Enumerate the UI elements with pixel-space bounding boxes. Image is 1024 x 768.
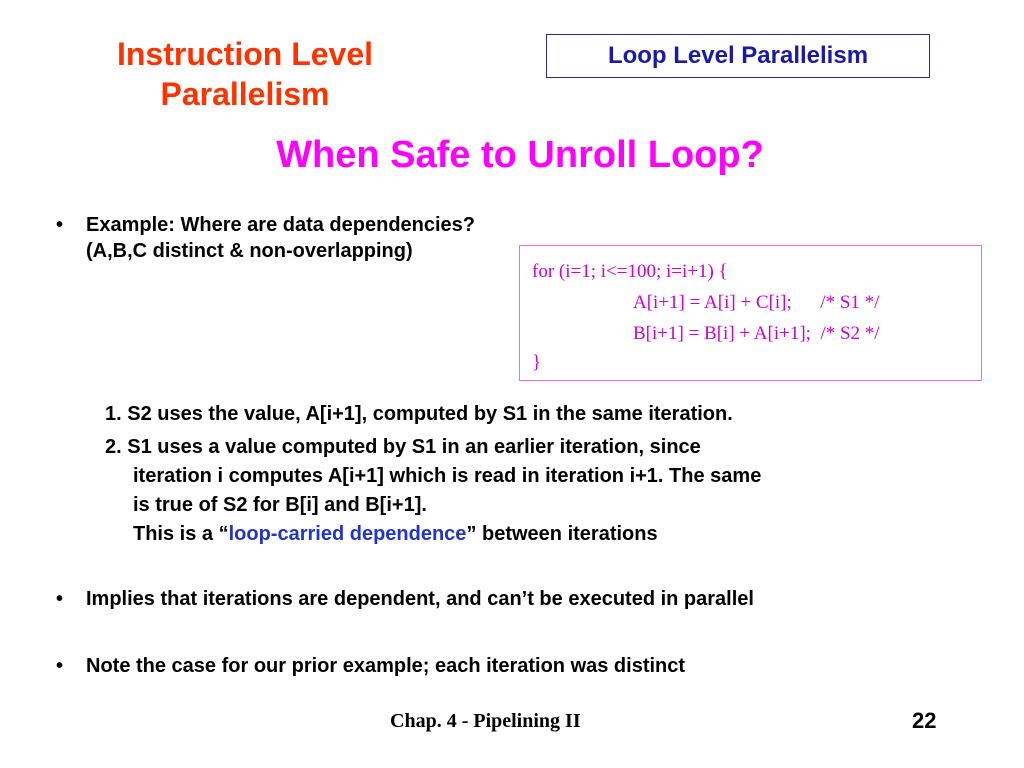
section-tag-label: Loop Level Parallelism <box>607 42 869 69</box>
point-2-line4-pre: This is a “ <box>133 523 229 545</box>
bullet-implies-text: Implies that iterations are dependent, and can’t be executed in parallel <box>86 588 754 610</box>
dependency-point-2 <box>105 433 761 549</box>
page-number: 22 <box>912 708 937 733</box>
section-topic-line2: Parallelism <box>160 76 330 112</box>
section-topic <box>80 34 410 114</box>
code-line-2: A[i+1] = A[i] + C[i]; /* S1 */ <box>633 292 880 313</box>
slide-title: When Safe to Unroll Loop? <box>276 134 764 176</box>
section-tag-box <box>546 34 930 78</box>
section-topic-line1: Instruction Level <box>116 36 374 72</box>
footer-chapter: Chap. 4 - Pipelining II <box>390 710 581 732</box>
bullet-note-text: Note the case for our prior example; each iteration was distinct <box>86 655 686 677</box>
code-line-4: } <box>532 352 542 373</box>
point-2-line1: 2. S1 uses a value computed by S1 in an earlier iteration, since <box>105 436 701 458</box>
bullet-example-line2: (A,B,C distinct & non-overlapping) <box>86 240 413 262</box>
bullet-example-line1: Example: Where are data dependencies? <box>86 214 476 236</box>
point-2-line4 <box>105 520 761 549</box>
dependency-point-1 <box>105 400 733 429</box>
bullet-dot: • <box>56 214 64 236</box>
code-box <box>519 245 982 381</box>
code-line-1: for (i=1; i<=100; i=i+1) { <box>532 261 728 282</box>
loop-carried-dependence-term: loop-carried dependence <box>228 523 467 545</box>
point-2-line3: is true of S2 for B[i] and B[i+1]. <box>133 494 427 516</box>
code-line-3: B[i+1] = B[i] + A[i+1]; /* S2 */ <box>633 323 880 344</box>
bullet-dot: • <box>56 655 64 677</box>
point-2-line4-post: ” between iterations <box>466 523 658 545</box>
bullet-dot: • <box>56 588 64 610</box>
point-1-text: 1. S2 uses the value, A[i+1], computed by S1 in the same iteration. <box>105 403 733 425</box>
point-2-line2: iteration i computes A[i+1] which is read in iteration i+1. The same <box>133 465 762 487</box>
